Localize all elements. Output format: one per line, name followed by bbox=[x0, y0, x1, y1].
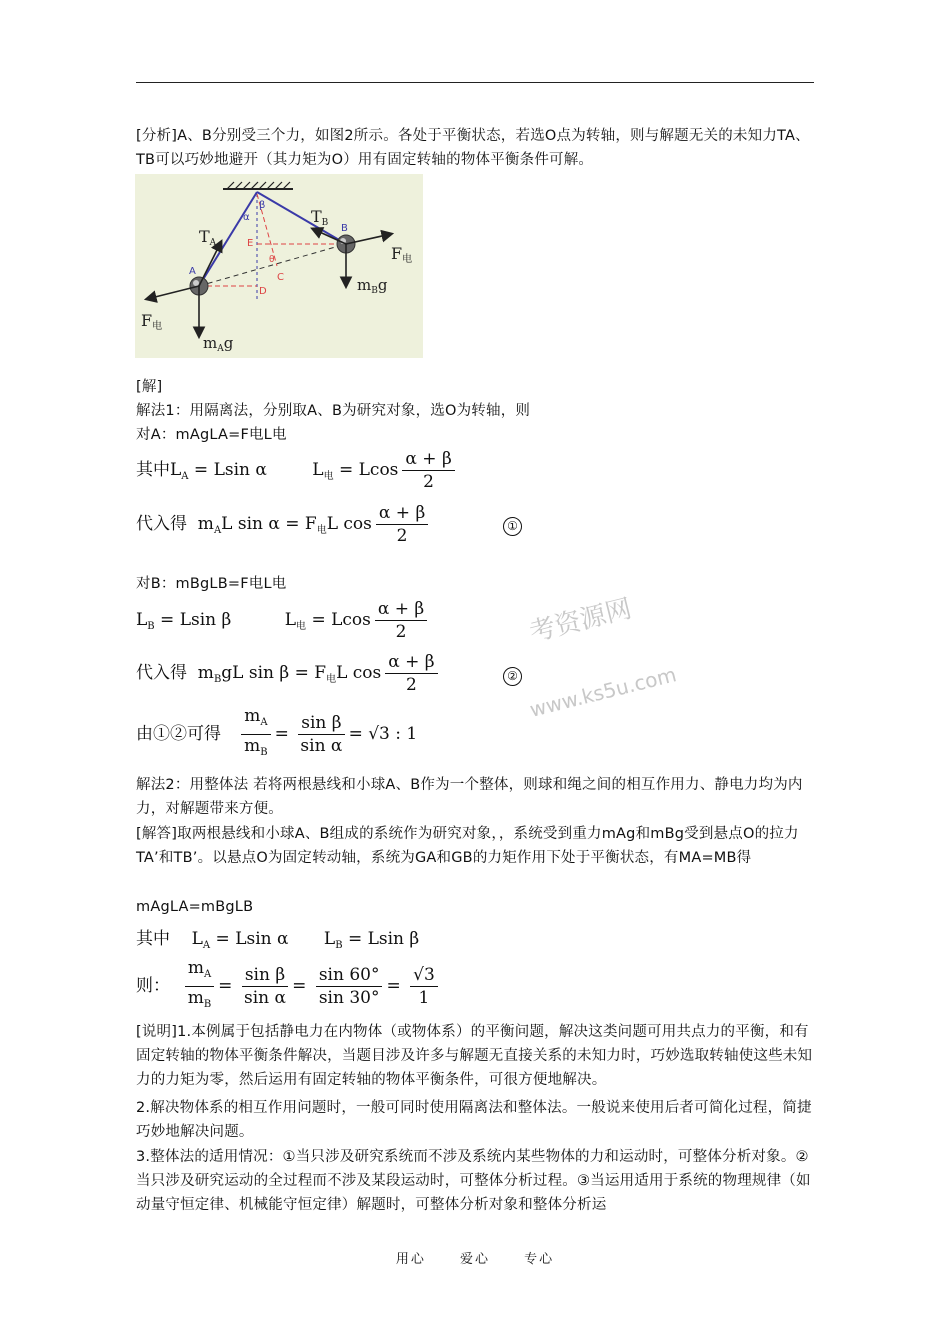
equation-moment: mAgLA=mBgLB bbox=[136, 899, 254, 915]
for-b-line: 对B：mBgLB=F电L电 bbox=[136, 576, 287, 592]
arrow-fe-left bbox=[147, 286, 199, 299]
eq-label-ze: 则： bbox=[136, 976, 170, 996]
footer bbox=[0, 1248, 950, 1267]
label-ta: TA bbox=[199, 227, 217, 248]
force-diagram bbox=[135, 174, 423, 358]
equation-a-sub: 代入得 $m_AL$ $\sin \alpha = F_电L$ cos $\frac{\alpha + \beta}{2}$ bbox=[136, 502, 432, 547]
equation-la: 其中$L_A = Lsin$ α $L_电 = Lcos$ $\frac{\alpha + \beta}{2}$ bbox=[136, 448, 459, 493]
force-diagram-svg bbox=[135, 174, 423, 358]
label-a: A bbox=[189, 266, 196, 277]
equation-b-sub: 代入得 $m_BgL$ $\sin \beta = F_电L$ cos $\frac{\alpha + \beta}{2}$ bbox=[136, 651, 442, 696]
label-c: C bbox=[277, 272, 284, 283]
footer-item: 专心 bbox=[524, 1252, 555, 1267]
label-theta: θ bbox=[269, 255, 275, 265]
circle-2: ② bbox=[503, 667, 522, 686]
equation-ratio-2: 则： $\frac{m_A}{m_B}$ = $\frac{\text{sin β}}{\text{sin α}}$ = $\frac{\sin 60^\circ}{\sin 30^\circ}$ = $\frac{√3}{1}$ bbox=[136, 957, 442, 1016]
label-tb: TB bbox=[311, 207, 329, 228]
watermark-url: www.ks5u.com bbox=[527, 662, 679, 722]
for-a-line: 对A：mAgLA=F电L电 bbox=[136, 427, 287, 443]
footer-item: 爱心 bbox=[459, 1252, 490, 1267]
eq-label-you: 由①②可得 bbox=[136, 724, 221, 744]
label-fe-right: F电 bbox=[391, 244, 413, 265]
ceiling-hatch bbox=[227, 182, 290, 189]
equation-lb: $L_B = Lsin$ β $L_电 = Lcos$ $\frac{\alpha + \beta}{2}$ bbox=[136, 598, 431, 643]
solve-header: [解] bbox=[136, 379, 163, 395]
header-rule bbox=[136, 82, 814, 83]
arrow-ta bbox=[199, 242, 221, 286]
string-b bbox=[257, 192, 346, 244]
label-beta: β bbox=[259, 200, 266, 211]
label-b: B bbox=[341, 223, 348, 234]
note3-paragraph: 3.整体法的适用情况：①当只涉及研究系统而不涉及系统内某些物体的力和运动时，可整体分析对象。②当只涉及研究运动的全过程而不涉及某段运动时，可整体分析过程。③当运用适用于系统的物理规律（如动量守恒定律、机械能守恒定律）解题时，可整体分析对象和整体分析运 bbox=[136, 1149, 811, 1213]
label-fe-left: F电 bbox=[141, 311, 163, 332]
circle-1: ① bbox=[503, 517, 522, 536]
analysis-paragraph: [分析]A、B分别受三个力，如图2所示。各处于平衡状态，若选O点为转轴，则与解题无关的未知力TA、TB可以巧妙地避开（其力矩为O）用有固定转轴的物体平衡条件可解。 bbox=[136, 128, 810, 168]
method1-line: 解法1：用隔离法，分别取A、B为研究对象，选O为转轴，则 bbox=[136, 403, 531, 419]
eq-label-dairude: 代入得 bbox=[136, 514, 187, 534]
label-e: E bbox=[247, 238, 254, 249]
note2-paragraph: 2.解决物体系的相互作用问题时，一般可同时使用隔离法和整体法。一般说来使用后者可简化过程，简捷巧妙地解决问题。 bbox=[136, 1100, 812, 1140]
equation-ratio-1: 由①②可得 $\frac{m_A}{m_B}$ = $\frac{\text{sin β}}{\text{sin α}}$ = √3 : 1 bbox=[136, 706, 418, 758]
label-mag: $m_Ag$ bbox=[203, 334, 234, 354]
label-d: D bbox=[259, 286, 267, 297]
watermark-cn: 考资源网 bbox=[526, 593, 635, 649]
footer-item: 用心 bbox=[395, 1252, 426, 1267]
eq-label-qizhong-2: 其中 bbox=[136, 929, 170, 949]
label-alpha: α bbox=[243, 212, 250, 223]
equation-la-lb: 其中 $L_A = Lsin$ α $L_B = Lsin$ β bbox=[136, 929, 420, 951]
answer-paragraph: [解答]取两根悬线和小球A、B组成的系统作为研究对象，，系统受到重力mAg和mBg受到悬点O的拉力TA’和TB’。以悬点O为固定转动轴，系统为GA和GB的力矩作用下处于平衡状态，有MA=MB得 bbox=[136, 826, 799, 866]
note1-paragraph: [说明]1.本例属于包括静电力在内物体（或物体系）的平衡问题，解决这类问题可用共点力的平衡，和有固定转轴的物体平衡条件解决，当题目涉及许多与解题无直接关系的未知力时，巧妙选取转轴使这些未知力的力矩为零，然后运用有固定转轴的物体平衡条件，可很方便地解决。 bbox=[136, 1024, 813, 1088]
eq-label-qizhong: 其中 bbox=[136, 460, 170, 480]
eq-label-dairude-2: 代入得 bbox=[136, 663, 187, 683]
label-mbg: $m_Bg$ bbox=[357, 276, 388, 296]
method2-paragraph: 解法2：用整体法 若将两根悬线和小球A、B作为一个整体，则球和绳之间的相互作用力、静电力均为内力，对解题带来方便。 bbox=[136, 777, 803, 817]
